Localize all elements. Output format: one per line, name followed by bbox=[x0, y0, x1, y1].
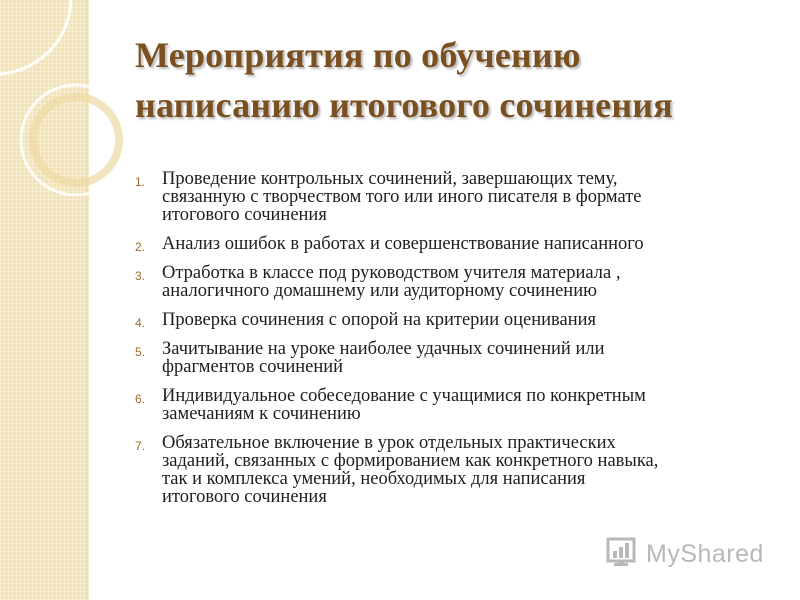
item-number: 6. bbox=[135, 392, 146, 406]
item-line: замечаниям к сочинению bbox=[162, 404, 361, 424]
item-number: 3. bbox=[135, 269, 146, 283]
deco-ring-inner bbox=[33, 97, 119, 183]
item-line: Анализ ошибок в работах и совершенствование написанного bbox=[162, 234, 644, 254]
item-number: 2. bbox=[135, 240, 146, 254]
item-line: Проведение контрольных сочинений, завершающих тему, bbox=[162, 169, 618, 189]
list-item bbox=[135, 311, 775, 329]
deco-circle-top bbox=[0, 0, 71, 74]
measures-list bbox=[135, 170, 775, 517]
item-line: фрагментов сочинений bbox=[162, 357, 344, 377]
myshared-watermark bbox=[606, 536, 764, 572]
list-item bbox=[135, 434, 775, 506]
item-line: Отработка в классе под руководством учителя материала , bbox=[162, 263, 621, 283]
item-number: 4. bbox=[135, 316, 146, 330]
item-number: 1. bbox=[135, 175, 146, 189]
item-line: итогового сочинения bbox=[162, 487, 327, 507]
item-number: 7. bbox=[135, 439, 146, 453]
myshared-logo-icon bbox=[606, 537, 642, 571]
list-item bbox=[135, 340, 775, 376]
item-number: 5. bbox=[135, 345, 146, 359]
item-line: Индивидуальное собеседование с учащимися по конкретным bbox=[162, 386, 646, 406]
item-line: так и комплекса умений, необходимых для написания bbox=[162, 469, 586, 489]
item-line: связанную с творчеством того или иного писателя в формате bbox=[162, 187, 642, 207]
item-line: аналогичного домашнему или аудиторному сочинению bbox=[162, 281, 597, 301]
deco-circle-middle bbox=[21, 85, 130, 195]
decorative-circles bbox=[0, 0, 130, 220]
list-item bbox=[135, 170, 775, 224]
watermark-text: MyShared bbox=[646, 539, 764, 568]
item-line: итогового сочинения bbox=[162, 205, 327, 225]
item-line: Обязательное включение в урок отдельных практических bbox=[162, 433, 616, 453]
title-line-1: Мероприятия по обучению bbox=[135, 35, 581, 75]
list-item bbox=[135, 387, 775, 423]
item-line: Зачитывание на уроке наиболее удачных сочинений или bbox=[162, 339, 605, 359]
item-line: Проверка сочинения с опорой на критерии оценивания bbox=[162, 310, 597, 330]
list-item bbox=[135, 264, 775, 300]
slide-title bbox=[135, 30, 775, 130]
list-item bbox=[135, 235, 775, 253]
title-line-2: написанию итогового сочинения bbox=[135, 85, 673, 125]
item-line: заданий, связанных с формированием как конкретного навыка, bbox=[162, 451, 659, 471]
